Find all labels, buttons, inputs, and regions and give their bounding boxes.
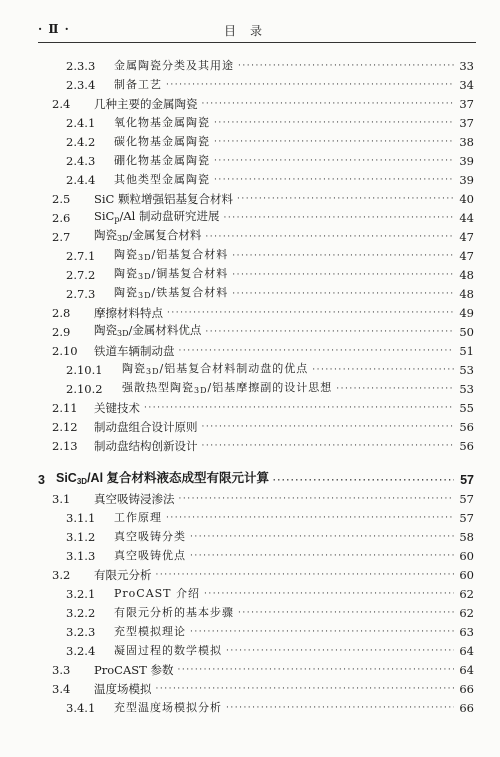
leader-dots bbox=[237, 189, 454, 209]
leader-dots bbox=[226, 641, 454, 661]
toc-entry-3-2[interactable] bbox=[52, 565, 474, 585]
page-header bbox=[30, 22, 470, 42]
entry-page: 38 bbox=[459, 135, 474, 149]
leader-dots bbox=[214, 113, 454, 133]
entry-page: 58 bbox=[459, 530, 474, 544]
entry-title: 关键技术 bbox=[94, 401, 140, 415]
toc-entry-2-11[interactable] bbox=[52, 398, 474, 418]
entry-number: 3.2 bbox=[52, 568, 71, 582]
entry-number: 2.10.1 bbox=[66, 363, 103, 377]
entry-number: 3.2.2 bbox=[66, 606, 96, 620]
leader-dots bbox=[177, 660, 454, 680]
entry-number: 3 bbox=[38, 473, 45, 487]
toc-chapter-3[interactable] bbox=[38, 470, 474, 490]
entry-number: 2.4.4 bbox=[66, 173, 96, 187]
entry-title: 真空吸铸浸渗法 bbox=[94, 492, 175, 506]
toc-entry-2-12[interactable] bbox=[52, 417, 474, 437]
entry-title: 有限元分析 bbox=[94, 568, 152, 582]
entry-title: 陶瓷$_{3D}$/铁基复合材料 bbox=[114, 285, 229, 300]
leader-dots bbox=[205, 322, 454, 342]
entry-number: 2.11 bbox=[52, 401, 78, 415]
leader-dots bbox=[190, 527, 454, 547]
entry-number: 3.2.3 bbox=[66, 625, 96, 639]
entry-page: 37 bbox=[459, 116, 474, 130]
entry-title: 真空吸铸分类 bbox=[114, 530, 186, 543]
toc-entry-2-4-2[interactable] bbox=[66, 132, 474, 152]
entry-number: 3.4.1 bbox=[66, 701, 96, 715]
entry-title: 充型模拟理论 bbox=[114, 625, 186, 638]
leader-dots bbox=[190, 546, 454, 566]
entry-number: 3.3 bbox=[52, 663, 71, 677]
entry-title: 凝固过程的数学模拟 bbox=[114, 644, 222, 657]
entry-page: 57 bbox=[459, 511, 474, 525]
toc-entry-3-2-3[interactable] bbox=[66, 622, 474, 642]
entry-page: 48 bbox=[459, 268, 474, 282]
entry-page: 63 bbox=[459, 625, 474, 639]
entry-number: 3.2.1 bbox=[66, 587, 96, 601]
header-rule bbox=[38, 42, 476, 43]
entry-title: 陶瓷$_{3D}$/金属复合材料 bbox=[94, 228, 202, 243]
entry-number: 2.7.3 bbox=[66, 287, 96, 301]
entry-number: 2.4.1 bbox=[66, 116, 96, 130]
leader-dots bbox=[226, 698, 454, 718]
entry-page: 53 bbox=[459, 363, 474, 377]
leader-dots bbox=[214, 132, 454, 152]
entry-number: 2.10 bbox=[52, 344, 78, 358]
entry-page: 62 bbox=[459, 606, 474, 620]
entry-title: 真空吸铸优点 bbox=[114, 549, 186, 562]
entry-title: 铁道车辆制动盘 bbox=[94, 344, 175, 358]
leader-dots bbox=[238, 56, 454, 76]
entry-page: 39 bbox=[459, 173, 474, 187]
entry-number: 2.3.3 bbox=[66, 59, 96, 73]
leader-dots bbox=[156, 679, 455, 699]
entry-number: 2.3.4 bbox=[66, 78, 96, 92]
entry-page: 47 bbox=[459, 230, 474, 244]
leader-dots bbox=[312, 360, 454, 380]
entry-page: 64 bbox=[459, 644, 474, 658]
entry-title: 陶瓷$_{3D}$/铜基复合材料 bbox=[114, 266, 229, 281]
toc-entry-2-4-3[interactable] bbox=[66, 151, 474, 171]
entry-page: 62 bbox=[459, 587, 474, 601]
entry-number: 3.1.1 bbox=[66, 511, 96, 525]
entry-page: 33 bbox=[459, 59, 474, 73]
entry-page: 60 bbox=[459, 549, 474, 563]
leader-dots bbox=[156, 565, 455, 585]
leader-dots bbox=[204, 584, 454, 604]
leader-dots bbox=[232, 246, 454, 266]
entry-title: SiC$_p$/Al 制动盘研究进展 bbox=[94, 209, 220, 224]
entry-title: ProCAST 介绍 bbox=[114, 587, 201, 600]
entry-number: 3.4 bbox=[52, 682, 71, 696]
entry-page: 49 bbox=[459, 306, 474, 320]
toc-entry-3-4[interactable] bbox=[52, 679, 474, 699]
page-title: 目录 bbox=[223, 24, 276, 38]
leader-dots bbox=[202, 417, 455, 437]
entry-title: SiC 颗粒增强铝基复合材料 bbox=[94, 192, 234, 206]
entry-number: 2.7.1 bbox=[66, 249, 96, 263]
entry-title: 充型温度场模拟分析 bbox=[114, 701, 222, 714]
entry-number: 2.4.3 bbox=[66, 154, 96, 168]
entry-page: 66 bbox=[459, 701, 474, 715]
toc-entry-3-1[interactable] bbox=[52, 489, 474, 509]
toc-entry-2-4-4[interactable] bbox=[66, 170, 474, 190]
leader-dots bbox=[336, 379, 454, 399]
entry-number: 2.7 bbox=[52, 230, 71, 244]
entry-title: 碳化物基金属陶瓷 bbox=[114, 135, 210, 148]
entry-number: 2.7.2 bbox=[66, 268, 96, 282]
entry-number: 3.1.3 bbox=[66, 549, 96, 563]
toc-entry-2-13[interactable] bbox=[52, 436, 474, 456]
leader-dots bbox=[166, 75, 454, 95]
entry-page: 47 bbox=[459, 249, 474, 263]
entry-title: 陶瓷$_{3D}$/金属材料优点 bbox=[94, 323, 202, 338]
entry-page: 34 bbox=[459, 78, 474, 92]
entry-title: 有限元分析的基本步骤 bbox=[114, 606, 234, 619]
leader-dots bbox=[214, 170, 454, 190]
entry-number: 2.5 bbox=[52, 192, 71, 206]
leader-dots bbox=[273, 470, 454, 490]
entry-page: 56 bbox=[459, 420, 474, 434]
entry-number: 2.13 bbox=[52, 439, 78, 453]
entry-number: 2.4.2 bbox=[66, 135, 96, 149]
entry-page: 51 bbox=[459, 344, 474, 358]
page-number: · Ⅱ · bbox=[38, 22, 70, 36]
entry-title: 摩擦材料特点 bbox=[94, 306, 163, 320]
toc-entry-3-2-4[interactable] bbox=[66, 641, 474, 661]
entry-title: 制动盘结构创新设计 bbox=[94, 439, 198, 453]
leader-dots bbox=[179, 489, 455, 509]
leader-dots bbox=[202, 436, 455, 456]
toc-entry-2-10-2[interactable] bbox=[66, 379, 474, 399]
entry-page: 55 bbox=[459, 401, 474, 415]
entry-number: 2.9 bbox=[52, 325, 71, 339]
leader-dots bbox=[214, 151, 454, 171]
toc-entry-3-1-2[interactable] bbox=[66, 527, 474, 547]
entry-title: 几种主要的金属陶瓷 bbox=[94, 97, 198, 111]
toc-entry-3-2-2[interactable] bbox=[66, 603, 474, 623]
entry-title: 金属陶瓷分类及其用途 bbox=[114, 59, 234, 72]
entry-title: 强散热型陶瓷$_{3D}$/铝基摩擦副的设计思想 bbox=[122, 380, 333, 395]
entry-title: 陶瓷$_{3D}$/铝基复合材料制动盘的优点 bbox=[122, 361, 309, 376]
toc-entry-2-3-4[interactable] bbox=[66, 75, 474, 95]
entry-page: 39 bbox=[459, 154, 474, 168]
toc-entry-2-4[interactable] bbox=[52, 94, 474, 114]
leader-dots bbox=[224, 208, 455, 228]
entry-page: 48 bbox=[459, 287, 474, 301]
entry-title: 温度场模拟 bbox=[94, 682, 152, 696]
entry-page: 57 bbox=[459, 492, 474, 506]
entry-title: 其他类型金属陶瓷 bbox=[114, 173, 210, 186]
entry-page: 57 bbox=[460, 473, 474, 487]
entry-page: 37 bbox=[459, 97, 474, 111]
entry-title: 氧化物基金属陶瓷 bbox=[114, 116, 210, 129]
entry-number: 3.1.2 bbox=[66, 530, 96, 544]
entry-page: 66 bbox=[459, 682, 474, 696]
leader-dots bbox=[232, 265, 454, 285]
entry-number: 2.6 bbox=[52, 211, 71, 225]
leader-dots bbox=[202, 94, 455, 114]
toc-entry-3-4-1[interactable] bbox=[66, 698, 474, 718]
entry-title: 工作原理 bbox=[114, 511, 162, 524]
entry-page: 40 bbox=[459, 192, 474, 206]
toc-entry-2-9[interactable] bbox=[52, 322, 474, 342]
toc-entry-2-7-3[interactable] bbox=[66, 284, 474, 304]
entry-page: 64 bbox=[459, 663, 474, 677]
leader-dots bbox=[232, 284, 454, 304]
entry-page: 53 bbox=[459, 382, 474, 396]
entry-number: 2.12 bbox=[52, 420, 78, 434]
toc-entry-3-1-1[interactable] bbox=[66, 508, 474, 528]
leader-dots bbox=[238, 603, 454, 623]
toc-entry-3-2-1[interactable] bbox=[66, 584, 474, 604]
entry-page: 56 bbox=[459, 439, 474, 453]
leader-dots bbox=[190, 622, 454, 642]
entry-number: 2.8 bbox=[52, 306, 71, 320]
toc-entry-3-3[interactable] bbox=[52, 660, 474, 680]
entry-title: SiC$_{3D}$/Al 复合材料液态成型有限元计算 bbox=[56, 471, 270, 486]
entry-page: 60 bbox=[459, 568, 474, 582]
entry-title: 硼化物基金属陶瓷 bbox=[114, 154, 210, 167]
leader-dots bbox=[166, 508, 454, 528]
leader-dots bbox=[205, 227, 454, 247]
entry-number: 2.10.2 bbox=[66, 382, 103, 396]
entry-number: 3.2.4 bbox=[66, 644, 96, 658]
entry-page: 50 bbox=[459, 325, 474, 339]
toc-entry-3-1-3[interactable] bbox=[66, 546, 474, 566]
entry-number: 3.1 bbox=[52, 492, 71, 506]
leader-dots bbox=[167, 303, 454, 323]
entry-title: ProCAST 参数 bbox=[94, 663, 174, 677]
entry-title: 陶瓷$_{3D}$/铝基复合材料 bbox=[114, 247, 229, 262]
entry-title: 制动盘组合设计原则 bbox=[94, 420, 198, 434]
toc-entry-2-4-1[interactable] bbox=[66, 113, 474, 133]
entry-title: 制备工艺 bbox=[114, 78, 162, 91]
leader-dots bbox=[144, 398, 454, 418]
entry-page: 44 bbox=[459, 211, 474, 225]
entry-number: 2.4 bbox=[52, 97, 71, 111]
toc-entry-2-3-3[interactable] bbox=[66, 56, 474, 76]
